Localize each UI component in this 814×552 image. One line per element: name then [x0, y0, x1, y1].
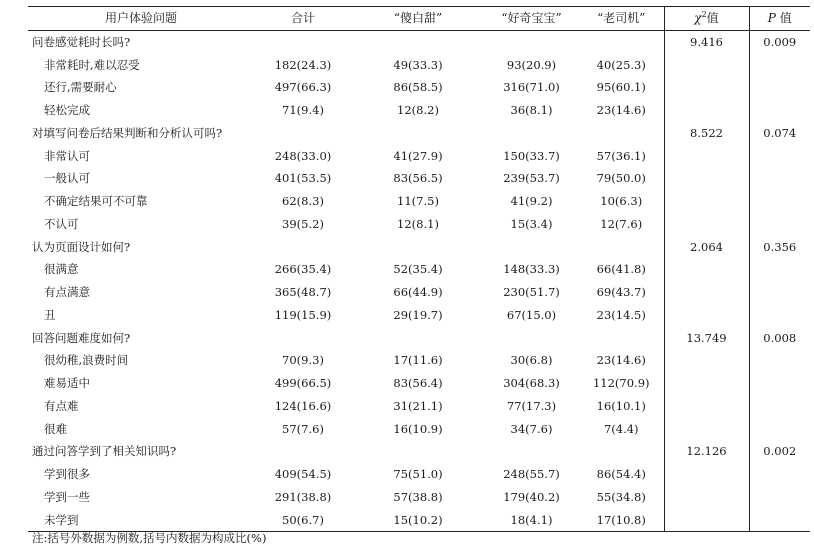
cell-group-1: 49(33.3): [393, 57, 443, 72]
cell-chi-square: [664, 372, 749, 395]
cell-chi-square: [664, 281, 749, 304]
cell-group-1: 75(51.0): [393, 467, 443, 481]
cell-group-3: 12(7.6): [600, 216, 643, 231]
cell-total: [254, 236, 352, 259]
cell-p-value: [749, 486, 810, 509]
cell-p-value: [749, 304, 810, 327]
cell-total: 57(7.6): [282, 421, 324, 436]
cell-chi-square: [664, 190, 749, 213]
option-label: 一般认可: [44, 171, 90, 186]
cell-group-2: 18(4.1): [510, 512, 553, 527]
cell-group-3: 17(10.8): [596, 512, 646, 527]
chi-symbol: χ: [694, 11, 702, 25]
option-row: [28, 190, 810, 213]
header-row: [28, 7, 810, 31]
cell-group-2: 30(6.8): [510, 353, 553, 368]
cell-chi-square: 8.522: [664, 122, 749, 145]
question-label: 对填写问卷后结果判断和分析认可吗?: [32, 125, 223, 140]
cell-group-1: 41(27.9): [393, 148, 443, 163]
cell-p-value: 0.008: [749, 327, 810, 350]
cell-chi-square: [664, 258, 749, 281]
cell-group-1: 12(8.2): [397, 103, 439, 117]
cell-total: 50(6.7): [282, 512, 324, 527]
p-suffix: 值: [775, 11, 792, 25]
option-row: [28, 304, 810, 327]
cell-total: [254, 30, 352, 53]
header-group-3: “老司机”: [597, 11, 646, 25]
cell-p-value: [749, 54, 810, 77]
cell-group-2: 93(20.9): [506, 57, 557, 72]
question-label: 问卷感觉耗时长吗?: [32, 34, 131, 49]
cell-group-1: 52(35.4): [393, 262, 443, 277]
cell-group-3: [579, 327, 664, 350]
option-label: 未学到: [44, 512, 79, 527]
cell-total: 71(9.4): [282, 103, 324, 117]
cell-group-3: 16(10.1): [596, 398, 646, 413]
cell-total: 124(16.6): [274, 398, 332, 413]
cell-group-1: 29(19.7): [393, 307, 443, 322]
cell-group-3: 23(14.6): [596, 353, 646, 368]
cell-group-1: [352, 440, 484, 463]
cell-chi-square: [664, 349, 749, 372]
header-total: 合计: [290, 11, 315, 25]
cell-p-value: [749, 281, 810, 304]
cell-p-value: [749, 213, 810, 236]
cell-total: 39(5.2): [282, 216, 324, 231]
cell-group-1: 83(56.4): [393, 376, 443, 390]
question-label: 回答问题难度如何?: [32, 330, 131, 345]
cell-chi-square: [664, 99, 749, 122]
cell-group-1: 12(8.1): [397, 216, 439, 231]
option-row: [28, 167, 810, 190]
cell-chi-square: [664, 76, 749, 99]
cell-chi-square: [664, 463, 749, 486]
option-row: [28, 99, 810, 122]
cell-p-value: [749, 349, 810, 372]
cell-total: 409(54.5): [274, 467, 332, 481]
cell-group-2: 148(33.3): [503, 262, 560, 277]
option-label: 非常认可: [44, 148, 90, 163]
option-label: 不确定结果可不可靠: [44, 194, 148, 208]
cell-total: 62(8.3): [282, 194, 324, 208]
cell-group-3: 7(4.4): [603, 421, 639, 436]
cell-group-1: [352, 236, 484, 259]
question-row: [28, 30, 810, 53]
option-label: 丑: [44, 307, 56, 322]
option-row: [28, 258, 810, 281]
option-row: [28, 509, 810, 532]
cell-chi-square: [664, 304, 749, 327]
option-label: 很幼稚,浪费时间: [44, 353, 129, 368]
cell-group-1: 17(11.6): [393, 353, 443, 368]
cell-group-3: 69(43.7): [596, 285, 646, 299]
cell-group-3: 95(60.1): [596, 80, 646, 95]
option-row: [28, 54, 810, 77]
cell-p-value: [749, 76, 810, 99]
cell-group-3: 79(50.0): [596, 171, 646, 186]
cell-chi-square: 13.749: [664, 327, 749, 350]
cell-p-value: [749, 509, 810, 532]
cell-chi-square: 12.126: [664, 440, 749, 463]
cell-total: 266(35.4): [274, 262, 332, 277]
header-chi-square: [664, 7, 749, 31]
cell-group-2: 34(7.6): [510, 421, 553, 436]
cell-group-3: 57(36.1): [596, 148, 646, 163]
chi-suffix: 值: [706, 11, 719, 25]
header-group-1: “傻白甜”: [393, 11, 443, 25]
cell-group-3: [579, 122, 664, 145]
cell-p-value: [749, 463, 810, 486]
cell-group-1: 11(7.5): [397, 194, 439, 208]
question-row: [28, 122, 810, 145]
cell-group-2: [484, 30, 579, 53]
cell-chi-square: 2.064: [664, 236, 749, 259]
cell-group-3: [579, 236, 664, 259]
cell-p-value: 0.356: [749, 236, 810, 259]
question-row: [28, 236, 810, 259]
cell-group-2: 67(15.0): [506, 307, 557, 322]
cell-p-value: 0.074: [749, 122, 810, 145]
cell-group-2: 15(3.4): [510, 216, 553, 231]
cell-p-value: 0.002: [749, 440, 810, 463]
cell-total: [254, 327, 352, 350]
cell-chi-square: [664, 418, 749, 441]
question-row: [28, 440, 810, 463]
option-row: [28, 372, 810, 395]
cell-total: 291(38.8): [274, 489, 332, 504]
option-label: 难易适中: [44, 376, 90, 390]
cell-group-2: 304(68.3): [503, 376, 560, 390]
cell-chi-square: [664, 213, 749, 236]
option-label: 不认可: [44, 216, 79, 231]
option-row: [28, 349, 810, 372]
cell-group-2: [484, 440, 579, 463]
option-row: [28, 395, 810, 418]
chi-superscript: 2: [701, 10, 707, 19]
option-row: [28, 281, 810, 304]
cell-total: 365(48.7): [274, 285, 332, 299]
cell-group-3: 23(14.5): [596, 307, 646, 322]
cell-p-value: [749, 258, 810, 281]
cell-p-value: [749, 418, 810, 441]
header-question: 用户体验问题: [104, 11, 177, 25]
option-label: 轻松完成: [44, 103, 90, 117]
cell-group-3: 40(25.3): [596, 57, 646, 72]
option-label: 学到一些: [44, 489, 90, 504]
option-row: [28, 463, 810, 486]
cell-group-3: [579, 30, 664, 53]
header-group-2: “好奇宝宝”: [501, 11, 562, 25]
cell-group-3: 86(54.4): [596, 467, 646, 481]
p-symbol: P: [767, 11, 776, 25]
cell-group-2: [484, 327, 579, 350]
option-label: 学到很多: [44, 467, 90, 481]
cell-group-1: 15(10.2): [393, 512, 443, 527]
cell-chi-square: [664, 395, 749, 418]
option-label: 有点满意: [44, 285, 90, 299]
cell-total: [254, 440, 352, 463]
option-row: [28, 145, 810, 168]
cell-chi-square: [664, 486, 749, 509]
cell-group-1: [352, 327, 484, 350]
cell-group-2: 150(33.7): [503, 148, 560, 163]
cell-p-value: [749, 372, 810, 395]
option-label: 很满意: [44, 262, 79, 277]
question-row: [28, 327, 810, 350]
cell-group-1: 83(56.5): [393, 171, 443, 186]
cell-group-2: 230(51.7): [503, 285, 560, 299]
option-row: [28, 418, 810, 441]
cell-total: 182(24.3): [274, 57, 332, 72]
cell-p-value: [749, 190, 810, 213]
cell-total: 497(66.3): [274, 80, 332, 95]
option-label: 非常耗时,难以忍受: [44, 57, 140, 72]
option-row: [28, 76, 810, 99]
cell-group-1: 66(44.9): [393, 285, 443, 299]
cell-group-3: 55(34.8): [596, 489, 646, 504]
cell-p-value: [749, 145, 810, 168]
cell-group-2: 316(71.0): [503, 80, 560, 95]
option-label: 很难: [44, 421, 67, 436]
cell-group-3: 66(41.8): [596, 262, 646, 277]
cell-total: 248(33.0): [274, 148, 332, 163]
cell-total: 70(9.3): [282, 353, 324, 368]
cell-group-2: 77(17.3): [506, 398, 557, 413]
header-p-value: [749, 7, 810, 31]
cell-total: 499(66.5): [274, 376, 332, 390]
cell-group-2: 248(55.7): [503, 467, 560, 481]
cell-group-1: 86(58.5): [393, 80, 443, 95]
cell-chi-square: [664, 145, 749, 168]
cell-group-1: 16(10.9): [393, 421, 443, 436]
survey-results-table: [28, 6, 810, 532]
question-label: 认为页面设计如何?: [32, 239, 131, 254]
cell-p-value: [749, 395, 810, 418]
option-label: 有点难: [44, 398, 79, 413]
cell-group-3: 112(70.9): [592, 376, 650, 390]
option-label: 还行,需要耐心: [44, 80, 117, 95]
cell-group-2: 41(9.2): [510, 194, 553, 208]
cell-group-1: [352, 122, 484, 145]
cell-group-2: [484, 236, 579, 259]
cell-p-value: [749, 99, 810, 122]
cell-total: 119(15.9): [274, 307, 332, 322]
table-footnote: 注:括号外数据为例数,括号内数据为构成比(%): [32, 531, 267, 545]
cell-group-2: [484, 122, 579, 145]
cell-group-3: [579, 440, 664, 463]
cell-group-1: 57(38.8): [393, 489, 443, 504]
cell-group-3: 23(14.6): [596, 103, 646, 117]
cell-group-1: 31(21.1): [393, 398, 443, 413]
cell-chi-square: [664, 167, 749, 190]
cell-group-1: [352, 30, 484, 53]
cell-group-2: 239(53.7): [503, 171, 560, 186]
cell-group-2: 36(8.1): [510, 103, 553, 117]
cell-p-value: 0.009: [749, 30, 810, 53]
cell-total: 401(53.5): [274, 171, 332, 186]
cell-group-3: 10(6.3): [600, 194, 643, 208]
option-row: [28, 213, 810, 236]
option-row: [28, 486, 810, 509]
question-label: 通过问答学到了相关知识吗?: [32, 444, 177, 459]
cell-p-value: [749, 167, 810, 190]
cell-chi-square: 9.416: [664, 30, 749, 53]
cell-group-2: 179(40.2): [503, 489, 560, 504]
cell-total: [254, 122, 352, 145]
cell-chi-square: [664, 54, 749, 77]
cell-chi-square: [664, 509, 749, 532]
